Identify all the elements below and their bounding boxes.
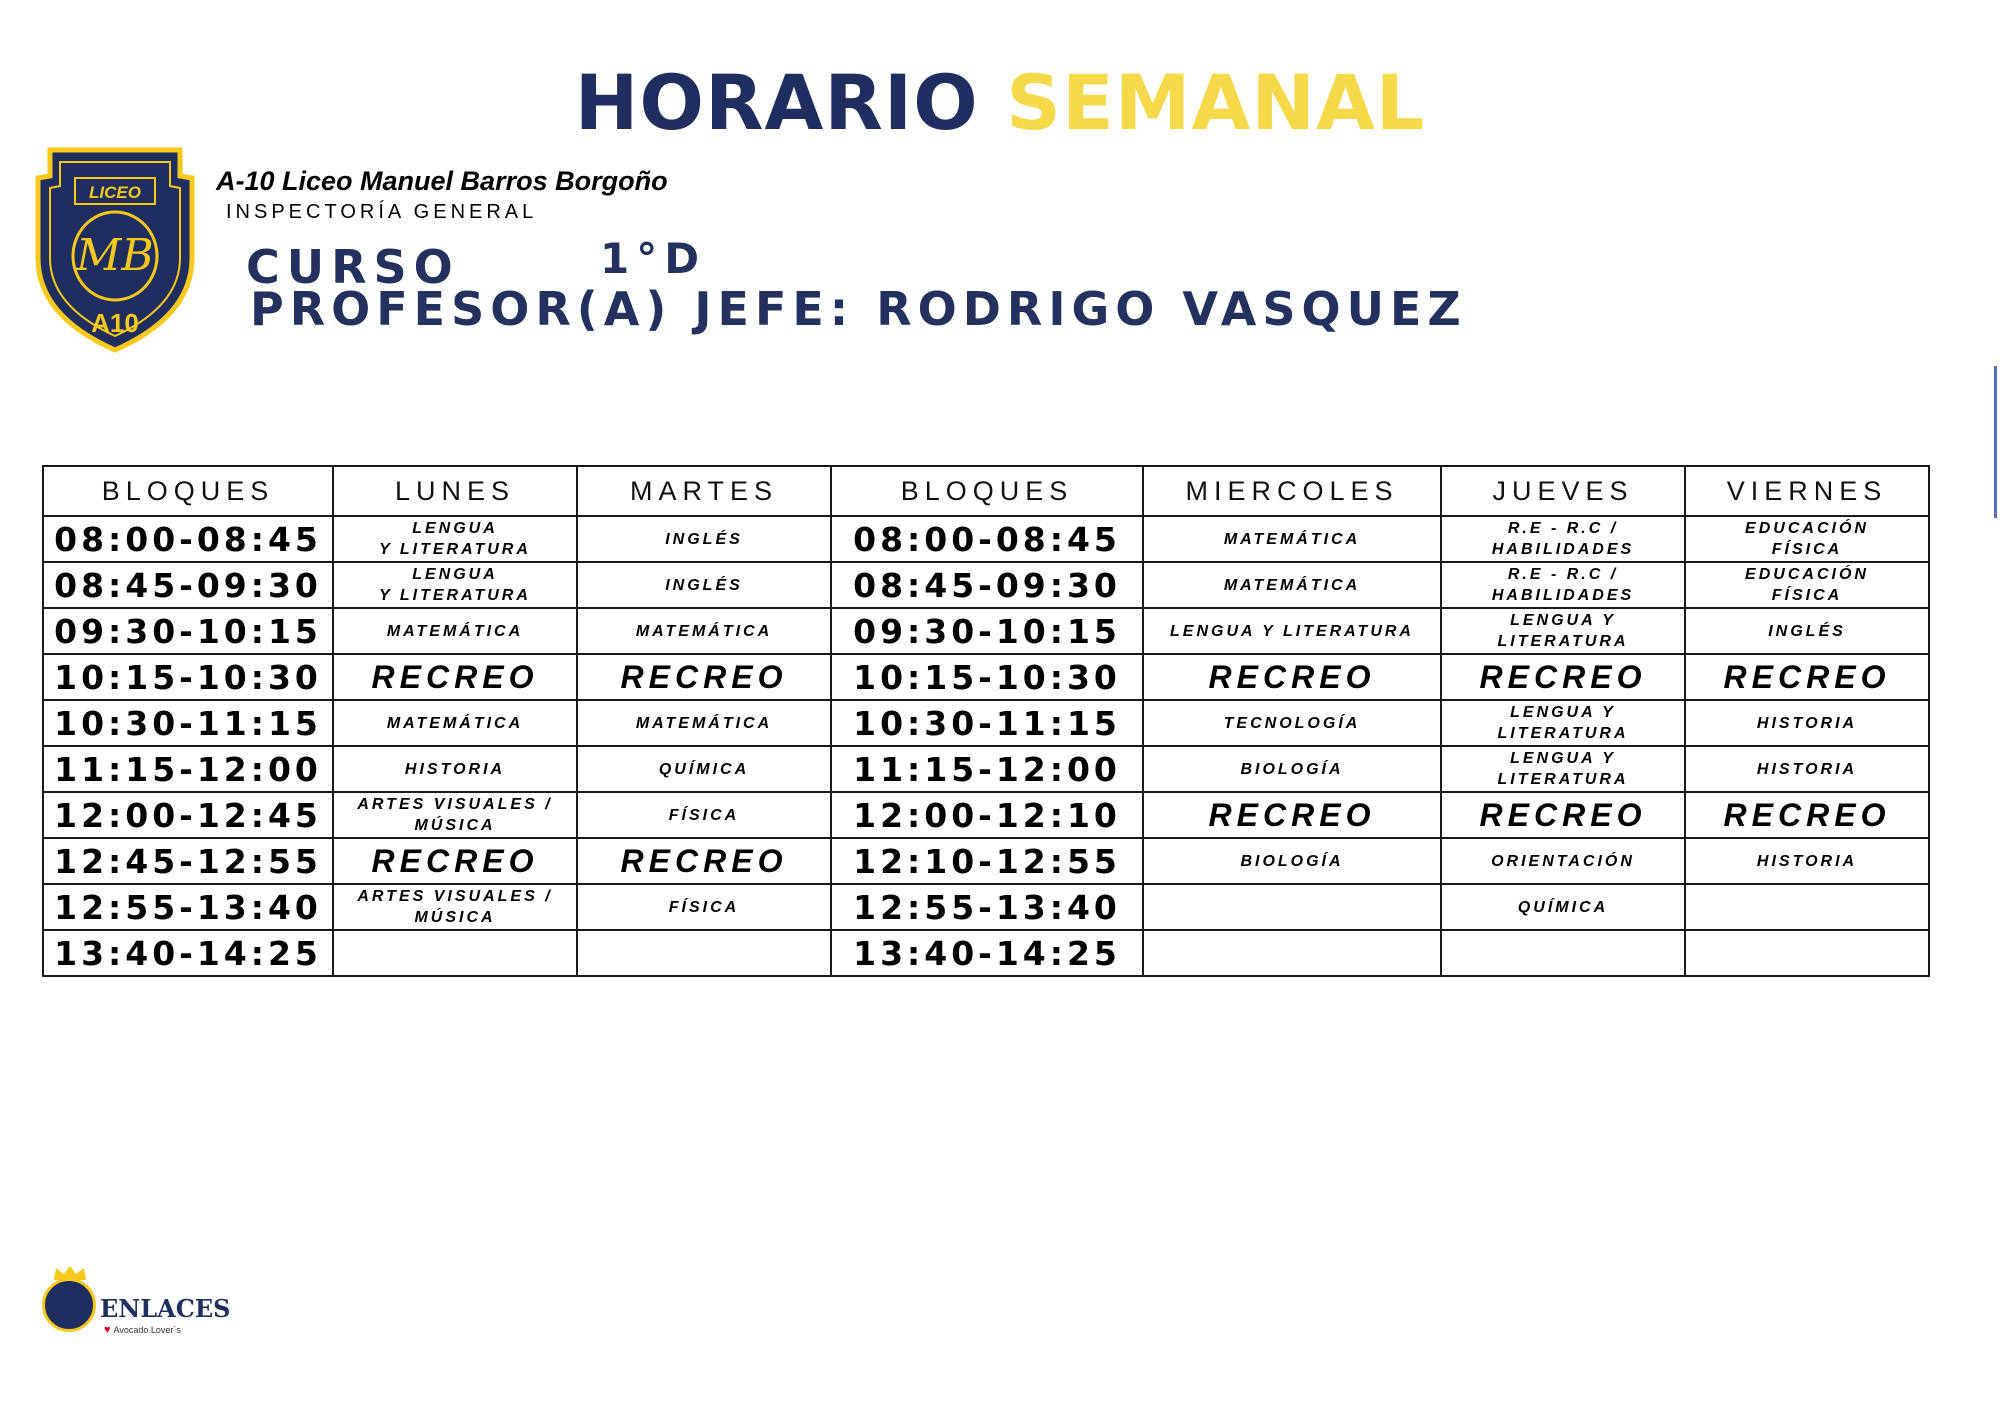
time-block-cell: 12:00-12:10	[831, 792, 1143, 838]
subject-cell: HISTORIA	[1685, 700, 1929, 746]
table-row	[43, 562, 1929, 608]
table-row	[43, 838, 1929, 884]
recess-cell: RECREO	[1143, 654, 1441, 700]
subject-cell: QUÍMICA	[1441, 884, 1685, 930]
subject-cell: MATEMÁTICA	[333, 608, 577, 654]
table-row	[43, 884, 1929, 930]
subject-cell: EDUCACIÓN FÍSICA	[1685, 516, 1929, 562]
subject-cell: FÍSICA	[577, 884, 831, 930]
subject-cell: MATEMÁTICA	[1143, 562, 1441, 608]
subject-cell: HISTORIA	[333, 746, 577, 792]
table-row	[43, 792, 1929, 838]
subject-cell	[1685, 884, 1929, 930]
heart-icon: ♥	[104, 1324, 111, 1336]
subject-cell: INGLÉS	[577, 516, 831, 562]
table-row	[43, 516, 1929, 562]
table-row	[43, 700, 1929, 746]
subject-cell: BIOLOGÍA	[1143, 746, 1441, 792]
time-block-cell: 11:15-12:00	[43, 746, 333, 792]
subject-cell: LENGUA Y LITERATURA	[1441, 608, 1685, 654]
recess-cell: RECREO	[1685, 792, 1929, 838]
subject-cell: MATEMÁTICA	[333, 700, 577, 746]
subject-cell: LENGUA Y LITERATURA	[333, 516, 577, 562]
subject-cell: LENGUA Y LITERATURA	[333, 562, 577, 608]
title-word-semanal: SEMANAL	[1006, 58, 1426, 147]
department-label: INSPECTORÍA GENERAL	[226, 201, 538, 223]
time-block-cell: 12:55-13:40	[43, 884, 333, 930]
subject-cell	[1143, 930, 1441, 976]
subject-cell: LENGUA Y LITERATURA	[1143, 608, 1441, 654]
school-name: A-10 Liceo Manuel Barros Borgoño	[216, 166, 668, 196]
subject-cell: ORIENTACIÓN	[1441, 838, 1685, 884]
subject-cell: FÍSICA	[577, 792, 831, 838]
recess-cell: RECREO	[1441, 792, 1685, 838]
subject-cell: EDUCACIÓN FÍSICA	[1685, 562, 1929, 608]
subject-cell: HISTORIA	[1685, 838, 1929, 884]
table-row	[43, 746, 1929, 792]
svg-text:LICEO: LICEO	[89, 183, 141, 202]
time-block-cell: 10:15-10:30	[43, 654, 333, 700]
col-header: BLOQUES	[43, 466, 333, 516]
page-title	[0, 58, 2000, 147]
subject-cell: R.E - R.C / HABILIDADES	[1441, 562, 1685, 608]
table-header-row	[43, 466, 1929, 516]
enlaces-logo	[38, 1272, 238, 1342]
course-label: CURSO	[246, 240, 460, 294]
time-block-cell: 08:00-08:45	[43, 516, 333, 562]
schedule-table	[42, 465, 1930, 977]
col-header: VIERNES	[1685, 466, 1929, 516]
course-value: 1°D	[600, 234, 707, 283]
svg-text:MB: MB	[76, 230, 154, 281]
subject-cell	[1143, 884, 1441, 930]
recess-cell: RECREO	[1143, 792, 1441, 838]
title-word-horario: HORARIO	[574, 58, 979, 147]
time-block-cell: 12:00-12:45	[43, 792, 333, 838]
table-row	[43, 654, 1929, 700]
col-header: JUEVES	[1441, 466, 1685, 516]
subject-cell: MATEMÁTICA	[1143, 516, 1441, 562]
subject-cell	[1685, 930, 1929, 976]
subject-cell: ARTES VISUALES / MÚSICA	[333, 792, 577, 838]
recess-cell: RECREO	[1441, 654, 1685, 700]
svg-text:A10: A10	[91, 308, 139, 338]
col-header: MIERCOLES	[1143, 466, 1441, 516]
recess-cell: RECREO	[577, 838, 831, 884]
subject-cell	[1441, 930, 1685, 976]
subject-cell: BIOLOGÍA	[1143, 838, 1441, 884]
time-block-cell: 10:30-11:15	[43, 700, 333, 746]
time-block-cell: 08:00-08:45	[831, 516, 1143, 562]
subject-cell: HISTORIA	[1685, 746, 1929, 792]
lion-badge-icon	[42, 1278, 96, 1332]
time-block-cell: 13:40-14:25	[831, 930, 1143, 976]
recess-cell: RECREO	[577, 654, 831, 700]
col-header: BLOQUES	[831, 466, 1143, 516]
subject-cell: TECNOLOGÍA	[1143, 700, 1441, 746]
subject-cell: INGLÉS	[1685, 608, 1929, 654]
time-block-cell: 09:30-10:15	[43, 608, 333, 654]
time-block-cell: 10:30-11:15	[831, 700, 1143, 746]
subject-cell: ARTES VISUALES / MÚSICA	[333, 884, 577, 930]
time-block-cell: 08:45-09:30	[43, 562, 333, 608]
subject-cell: LENGUA Y LITERATURA	[1441, 700, 1685, 746]
time-block-cell: 09:30-10:15	[831, 608, 1143, 654]
time-block-cell: 12:45-12:55	[43, 838, 333, 884]
col-header: MARTES	[577, 466, 831, 516]
time-block-cell: 13:40-14:25	[43, 930, 333, 976]
table-row	[43, 608, 1929, 654]
time-block-cell: 12:55-13:40	[831, 884, 1143, 930]
time-block-cell: 10:15-10:30	[831, 654, 1143, 700]
time-block-cell: 11:15-12:00	[831, 746, 1143, 792]
head-teacher: PROFESOR(A) JEFE: RODRIGO VASQUEZ	[250, 282, 1467, 336]
col-header: LUNES	[333, 466, 577, 516]
recess-cell: RECREO	[333, 838, 577, 884]
time-block-cell: 08:45-09:30	[831, 562, 1143, 608]
subject-cell: LENGUA Y LITERATURA	[1441, 746, 1685, 792]
subject-cell	[577, 930, 831, 976]
edge-marker	[1994, 366, 1997, 518]
recess-cell: RECREO	[1685, 654, 1929, 700]
subject-cell: QUÍMICA	[577, 746, 831, 792]
subject-cell: R.E - R.C / HABILIDADES	[1441, 516, 1685, 562]
time-block-cell: 12:10-12:55	[831, 838, 1143, 884]
subject-cell: INGLÉS	[577, 562, 831, 608]
subject-cell: MATEMÁTICA	[577, 700, 831, 746]
recess-cell: RECREO	[333, 654, 577, 700]
table-row	[43, 930, 1929, 976]
subject-cell: MATEMÁTICA	[577, 608, 831, 654]
subject-cell	[333, 930, 577, 976]
brand-name: ENLACES	[100, 1294, 231, 1323]
school-crest-logo	[30, 138, 200, 353]
brand-tagline: ♥ Avocado Lover´s	[104, 1324, 181, 1336]
